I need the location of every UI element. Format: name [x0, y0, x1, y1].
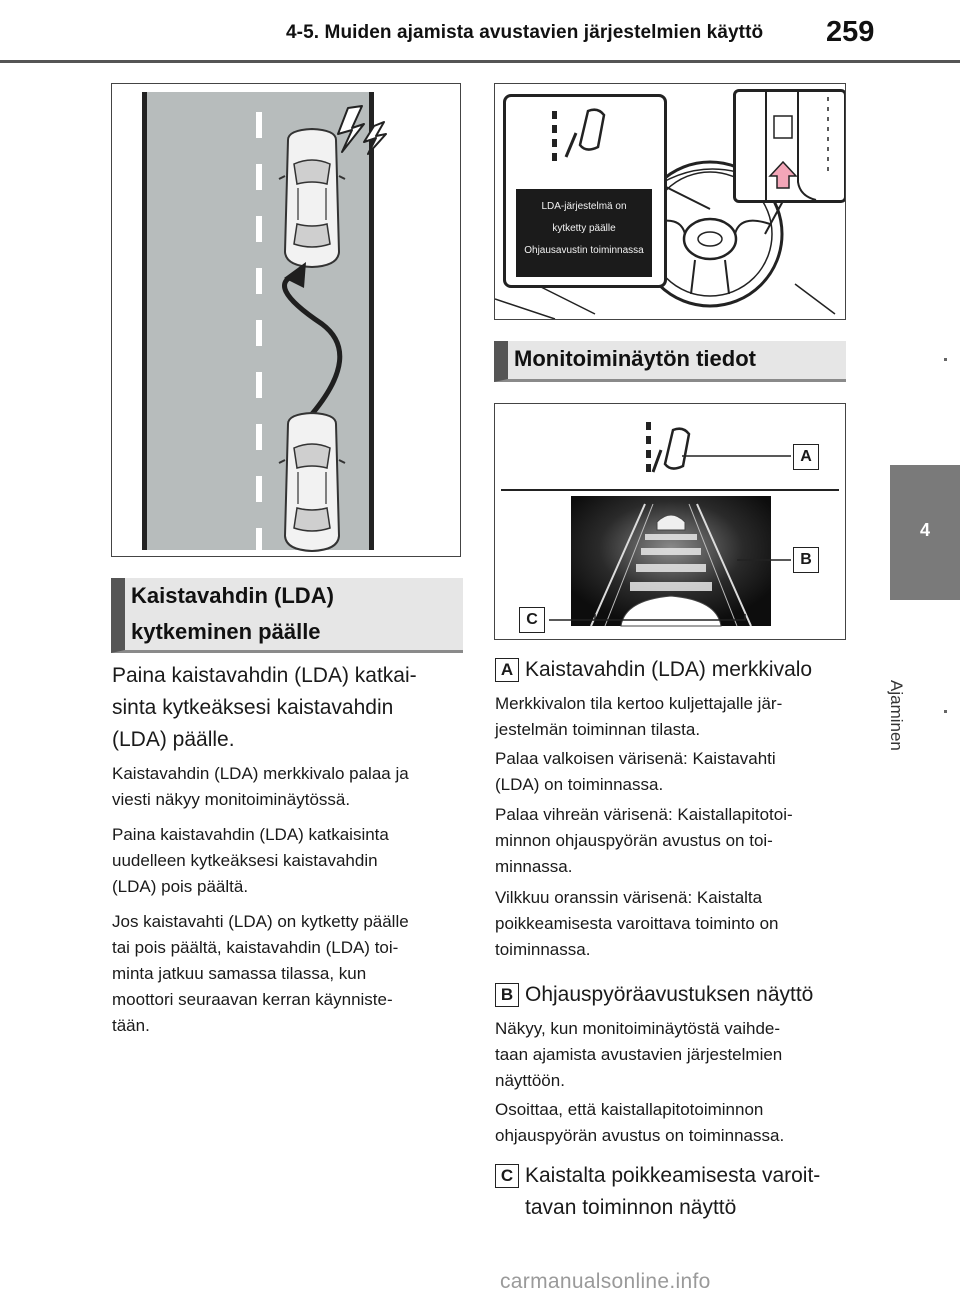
lane-road-illustration	[112, 84, 460, 556]
text-line: (LDA) on toiminnassa.	[495, 775, 664, 794]
item-title-text: Ohjauspyöräavustuksen näyttö	[525, 983, 814, 1006]
text-line: minta jatkuu samassa tilassa, kun	[112, 964, 367, 983]
item-a-title	[495, 654, 840, 686]
lead-instruction	[112, 660, 452, 756]
item-b-paragraph	[495, 1097, 840, 1149]
text-line: (LDA) päälle.	[112, 728, 235, 751]
text-line: Jos kaistavahti (LDA) on kytketty päälle	[112, 912, 409, 931]
cockpit-switch-figure	[494, 83, 846, 320]
text-line: toiminnassa.	[495, 940, 591, 959]
steering-hub-icon	[684, 219, 736, 259]
item-c-title	[495, 1160, 840, 1224]
lda-switch-icon	[736, 92, 844, 200]
callout-c: C	[519, 607, 545, 633]
lane-departure-figure	[111, 83, 461, 557]
display-illustration	[495, 404, 845, 639]
item-title-text: Kaistavahdin (LDA) merkkivalo	[525, 658, 813, 681]
text-line: ohjauspyörän avustus on toiminnassa.	[495, 1126, 785, 1145]
text-line: jestelmän toiminnan tilasta.	[495, 720, 701, 739]
text-line: Palaa vihreän värisenä: Kaistallapitotoi-	[495, 805, 793, 824]
text-line: näyttöön.	[495, 1071, 565, 1090]
section-title-line: Kaistavahdin (LDA)	[131, 583, 334, 608]
paragraph-indicator	[112, 761, 457, 813]
text-line: uudelleen kytkeäksesi kaistavahdin	[112, 851, 378, 870]
text-line: Paina kaistavahdin (LDA) katkai-	[112, 664, 417, 687]
paragraph-state-memory	[112, 909, 457, 1039]
text-line: moottori seuraavan kerran käynniste-	[112, 990, 393, 1009]
chapter-label	[880, 620, 950, 751]
margin-dot	[944, 710, 947, 713]
text-line: Kaistavahdin (LDA) merkkivalo palaa ja	[112, 764, 409, 783]
lda-indicator-icon	[646, 422, 651, 472]
car-top-icon	[279, 129, 345, 267]
chapter-label-text: Ajaminen	[887, 680, 906, 751]
callout-a: A	[793, 444, 819, 470]
text-line: Vilkkuu oranssin värisenä: Kaistalta	[495, 888, 763, 907]
letter-a-box: A	[495, 658, 519, 682]
press-arrow-icon	[770, 162, 796, 188]
header-rule	[0, 60, 960, 63]
text-line: Palaa valkoisen värisenä: Kaistavahti	[495, 749, 776, 768]
multi-info-display-figure	[494, 403, 846, 640]
letter-b-box: B	[495, 983, 519, 1007]
text-line: sinta kytkeäksesi kaistavahdin	[112, 696, 394, 719]
lda-message-screen	[516, 189, 652, 277]
item-a-paragraph	[495, 885, 840, 963]
callout-b: B	[793, 547, 819, 573]
text-line: (LDA) pois päältä.	[112, 877, 249, 896]
item-title-text: Kaistalta poikkeamisesta varoit-	[525, 1164, 821, 1187]
message-line: kytketty päälle	[552, 223, 616, 234]
section-title-line: kytkeminen päälle	[131, 619, 321, 644]
item-b-title	[495, 979, 840, 1011]
item-a-paragraph	[495, 802, 840, 880]
display-inset	[503, 94, 667, 288]
car-bottom-icon	[279, 413, 345, 551]
section-header-lda-on	[111, 578, 463, 653]
section-header-display-info	[494, 341, 846, 382]
text-line: taan ajamista avustavien järjestelmien	[495, 1045, 783, 1064]
text-line: minnon ohjauspyörän avustus on toi-	[495, 831, 773, 850]
text-line: viesti näkyy monitoiminäytössä.	[112, 790, 351, 809]
text-line: Merkkivalon tila kertoo kuljettajalle jär-	[495, 694, 783, 713]
text-line: Paina kaistavahdin (LDA) katkaisinta	[112, 825, 389, 844]
section-title: Monitoiminäytön tiedot	[514, 346, 756, 371]
text-line: Näkyy, kun monitoiminäytöstä vaihde-	[495, 1019, 781, 1038]
margin-dot	[944, 358, 947, 361]
running-header-title: 4-5. Muiden ajamista avustavien järjestelmien käyttö	[286, 22, 764, 43]
chapter-number: 4	[919, 520, 930, 540]
paragraph-turn-off	[112, 822, 457, 900]
text-line: tään.	[112, 1016, 150, 1035]
page-number: 259	[826, 16, 875, 48]
watermark: carmanualsonline.info	[500, 1270, 711, 1293]
item-a-paragraph	[495, 691, 840, 743]
text-line: minnassa.	[495, 857, 573, 876]
text-line: Osoittaa, että kaistallapitotoiminnon	[495, 1100, 764, 1119]
item-title-text: tavan toiminnon näyttö	[525, 1196, 737, 1219]
lda-indicator-icon	[506, 97, 664, 187]
text-line: tai pois päältä, kaistavahdin (LDA) toi-	[112, 938, 399, 957]
message-line: Ohjausavustin toiminnassa	[524, 245, 644, 256]
message-line: LDA-järjestelmä on	[541, 201, 627, 212]
lda-switch-inset	[733, 89, 846, 203]
text-line: poikkeamisesta varoittava toiminto on	[495, 914, 779, 933]
item-b-paragraph	[495, 1016, 840, 1094]
item-a-paragraph	[495, 746, 840, 798]
letter-c-box: C	[495, 1164, 519, 1188]
